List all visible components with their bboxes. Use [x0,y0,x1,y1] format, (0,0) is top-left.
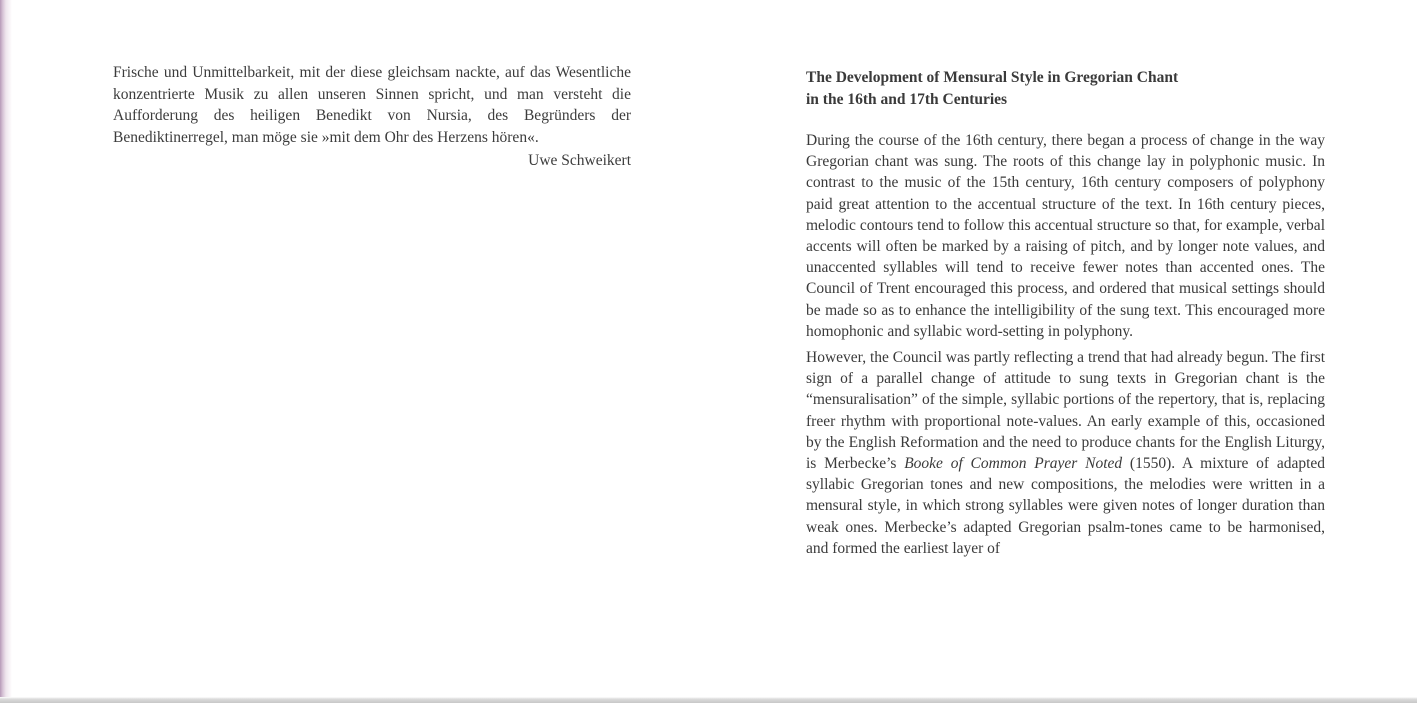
page-edge-bottom [0,697,1417,703]
paragraph-2 [806,347,1325,559]
left-page [113,62,631,172]
section-heading [806,67,1325,111]
right-page [806,67,1325,564]
body-text [806,130,1325,559]
paragraph-2-start: However, the Council was partly reflecting a trend that had already begun. The first sign of a parallel change of attitude to sung texts in Gregorian chant is the “mensuralisation” of the simple, syllabic portions of the repertory, that is, replacing freer rhythm with proportional note-values. An early example of this, occasioned by the English Reformation and the need to produce chants for the English Liturgy, is Merbecke’s [806,349,1325,473]
paragraph-2-end: (1550). A mixture of adapted syllabic Gregorian tones and new compositions, the melodies were written in a mensural style, in which strong syllables were given notes of longer duration than weak ones. Merbecke’s adapted Gregorian psalm-tones came to be harmonised, and formed the earliest layer of [806,455,1326,557]
book-title: Booke of Common Prayer Noted [904,455,1123,473]
paragraph-1: During the course of the 16th century, there began a process of change in the way Gregorian chant was sung. The roots of this change lay in polyphonic music. In contrast to the music of the 15th century, 16th century composers of polyphony paid great attention to the accentual structure of the text. In 16th century pieces, melodic contours tend to follow this accentual structure so that, for example, verbal accents will often be marked by a raising of pitch, and by longer note values, and unaccented syllables will tend to receive fewer notes than accented ones. The Council of Trent encouraged this process, and ordered that musical settings should be made so as to enhance the intelligibility of the sung text. This encouraged more homophonic and syllabic word-setting in polyphony. [806,132,1325,340]
author-signature: Uwe Schweikert [528,152,631,169]
left-paragraph: Frische und Unmittelbarkeit, mit der diese gleichsam nackte, auf das Wesentliche konzentrierte Musik zu allen unseren Sinnen spricht, und man versteht die Aufforderung des heiligen Benedikt von Nursia, des Begründers der Benediktinerregel, man möge sie »mit dem Ohr des Herzens hören«. [113,64,631,146]
heading-line-2: in the 16th and 17th Centuries [806,91,1008,108]
heading-line-1: The Development of Mensural Style in Gregorian Chant [806,69,1179,86]
page-edge-left [0,0,12,703]
